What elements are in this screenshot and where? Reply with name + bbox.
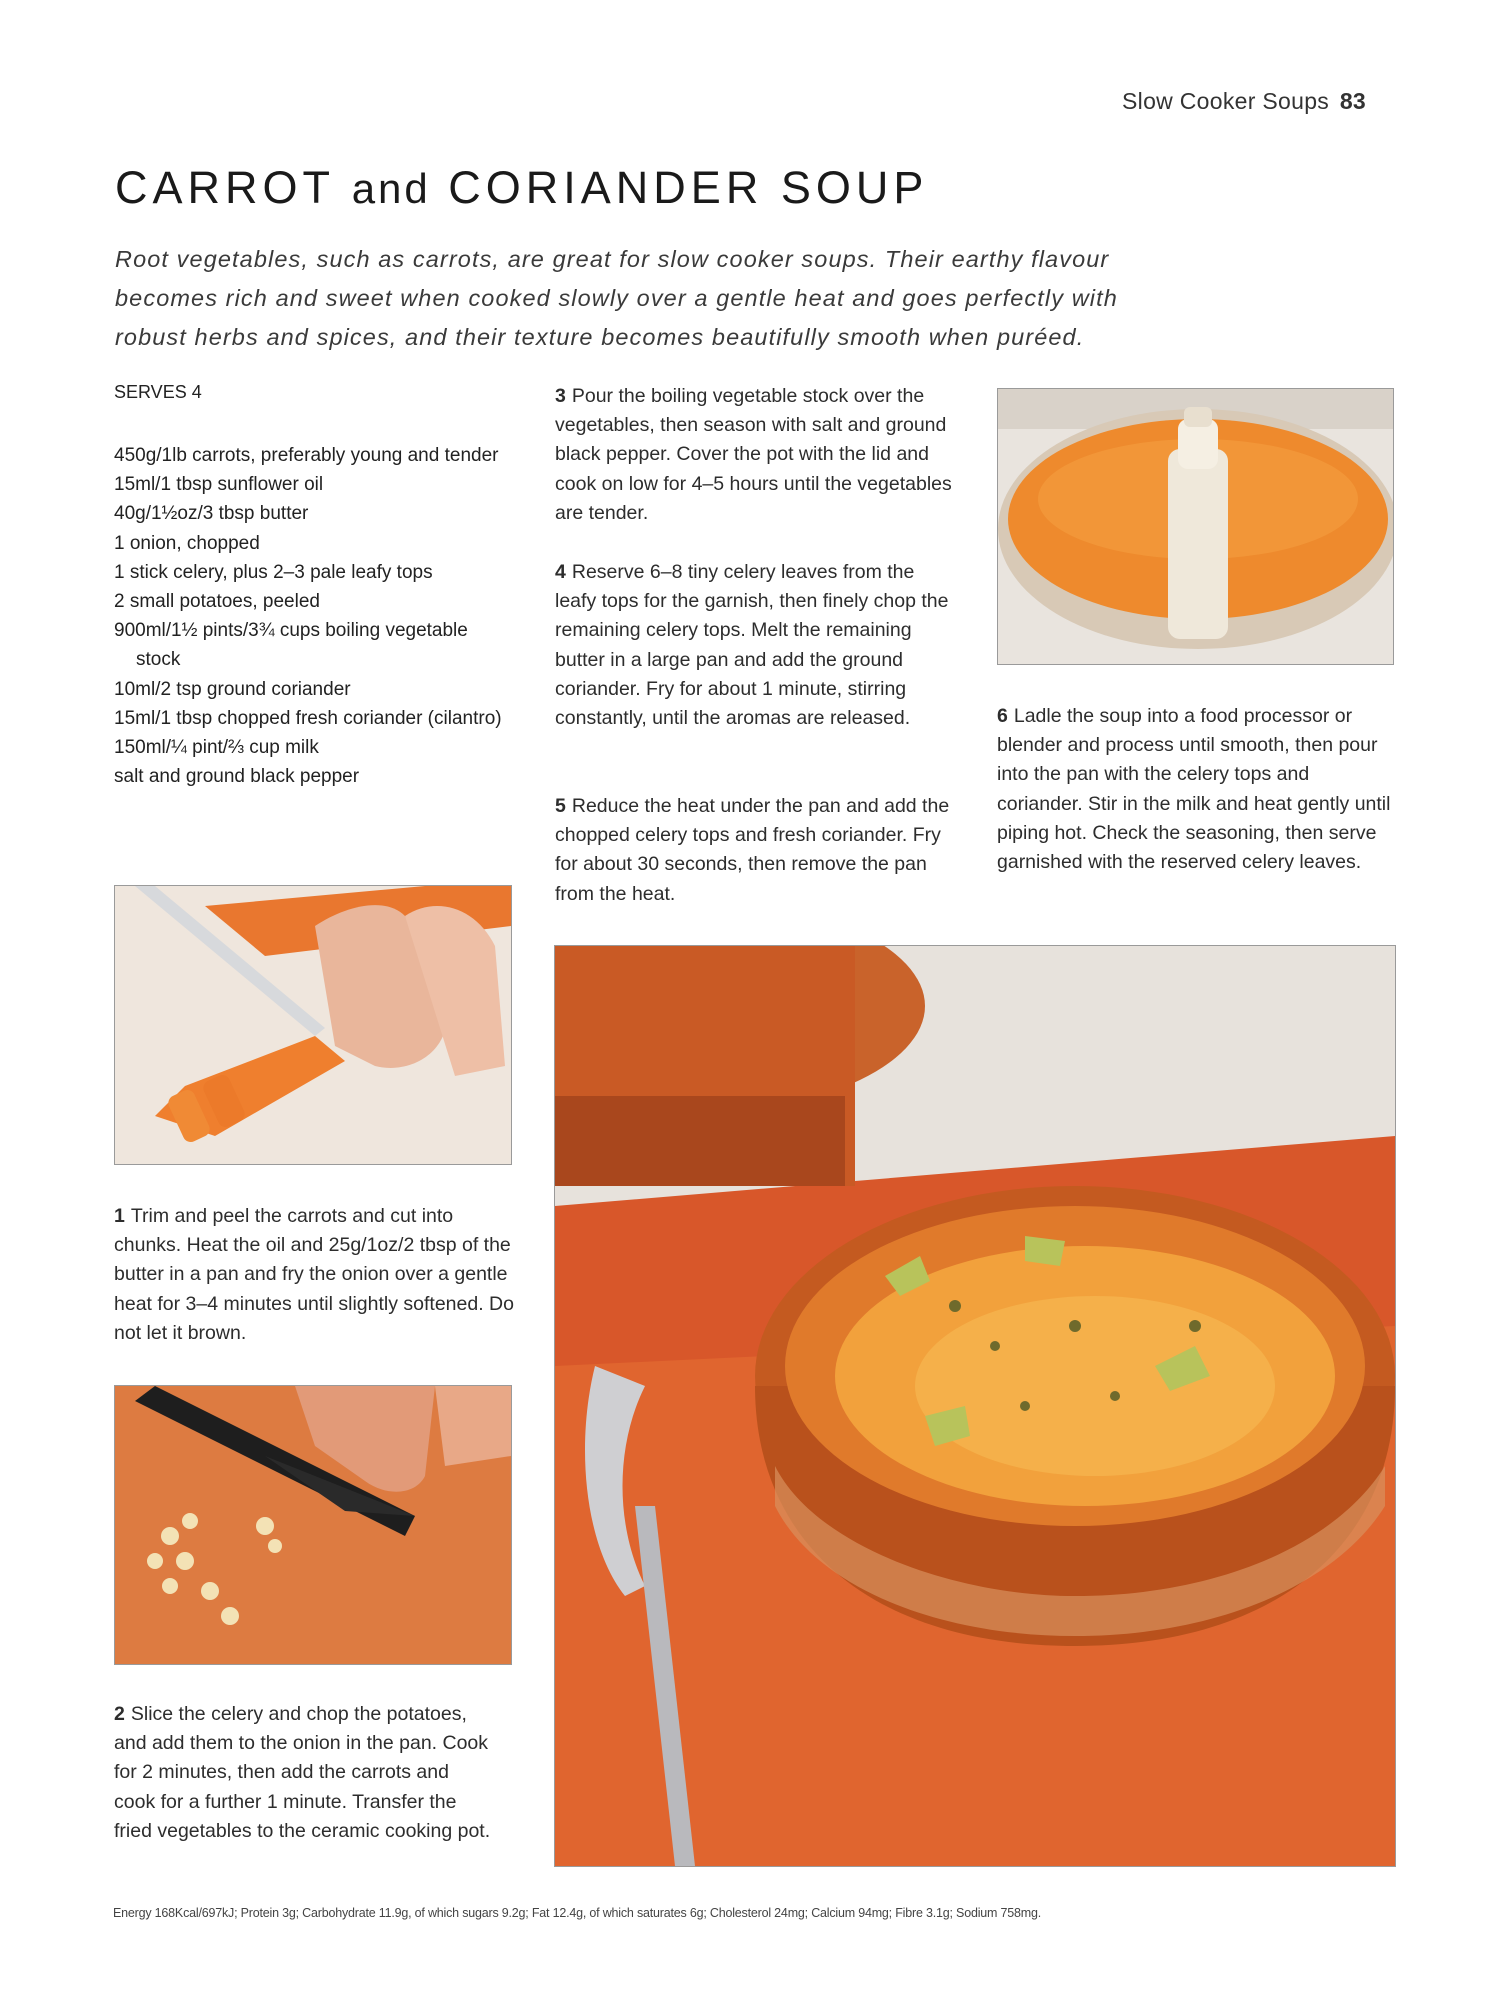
ingredient-item: 450g/1lb carrots, preferably young and tender xyxy=(114,445,499,466)
step-number: 4 xyxy=(555,561,566,583)
ingredient-item: 150ml/¼ pint/⅔ cup milk xyxy=(114,737,319,759)
step-1 xyxy=(114,1202,514,1348)
step-text: Slice the celery and chop the potatoes, and add them to the onion in the pan. Cook for 2 minutes, then add the carrots and cook for a further 1 minute. Transfer the fried vegetables to the ceramic cooking pot. xyxy=(114,1703,491,1842)
step-3 xyxy=(555,382,955,528)
step-6 xyxy=(997,702,1397,877)
ingredient-item: 2 small potatoes, peeled xyxy=(114,591,320,613)
photo-chopping-celery xyxy=(114,1385,512,1665)
step-number: 3 xyxy=(555,385,566,407)
recipe-title xyxy=(115,162,928,214)
title-part-3: CORIANDER SOUP xyxy=(448,162,929,213)
ingredient-item: 15ml/1 tbsp sunflower oil xyxy=(114,474,324,496)
ingredient-item: salt and ground black pepper xyxy=(114,766,360,788)
step-text: Ladle the soup into a food processor or blender and process until smooth, then pour into the pan with the celery tops and coriander. Stir in the milk and heat gently until piping hot. Check the seasoning, then serve garnished with the reserved celery leaves. xyxy=(997,705,1391,874)
step-text: Trim and peel the carrots and cut into chunks. Heat the oil and 25g/1oz/2 tbsp of the butter in a pan and fry the onion over a gentle heat for 3–4 minutes until slightly softened. Do not let it brown. xyxy=(114,1205,514,1344)
step-2 xyxy=(114,1700,494,1846)
photo-food-processor xyxy=(997,388,1394,665)
step-number: 2 xyxy=(114,1703,125,1725)
photo-cutting-carrots xyxy=(114,885,512,1165)
ingredient-item: 900ml/1½ pints/3¾ cups boiling vegetable stock xyxy=(114,620,468,671)
ingredient-item: 40g/1½oz/3 tbsp butter xyxy=(114,503,309,525)
running-header xyxy=(1122,88,1366,115)
step-text: Pour the boiling vegetable stock over the vegetables, then season with salt and ground black pepper. Cover the pot with the lid and cook on low for 4–5 hours until the vegetables are tender. xyxy=(555,385,952,524)
photo-soup-bowl xyxy=(554,945,1396,1867)
step-number: 5 xyxy=(555,795,566,817)
ingredient-item: 15ml/1 tbsp chopped fresh coriander (cilantro) xyxy=(114,707,502,729)
recipe-intro: Root vegetables, such as carrots, are great for slow cooker soups. Their earthy flavour becomes rich and sweet when cooked slowly over a gentle heat and goes perfectly with robust herbs and spices, and their texture becomes beautifully smooth when puréed. xyxy=(115,246,1118,350)
page-number: 83 xyxy=(1339,88,1366,114)
ingredient-item: 1 onion, chopped xyxy=(114,532,260,554)
step-text: Reserve 6–8 tiny celery leaves from the leafy tops for the garnish, then finely chop the remaining celery tops. Melt the remaining butter in a large pan and add the ground coriander. Fry for about 1 minute, stirring constantly, until the aromas are released. xyxy=(555,561,949,730)
ingredient-list xyxy=(114,441,514,791)
title-part-1: CARROT xyxy=(115,162,335,213)
serves-label: SERVES 4 xyxy=(114,382,202,402)
section-name: Slow Cooker Soups xyxy=(1122,88,1330,114)
step-number: 1 xyxy=(114,1205,125,1227)
step-5 xyxy=(555,792,955,909)
ingredient-item: 1 stick celery, plus 2–3 pale leafy tops xyxy=(114,561,433,583)
ingredient-item: 10ml/2 tsp ground coriander xyxy=(114,678,351,700)
step-text: Reduce the heat under the pan and add the chopped celery tops and fresh coriander. Fry for about 30 seconds, then remove the pan from the heat. xyxy=(555,795,950,905)
title-part-2: and xyxy=(351,165,431,212)
step-4 xyxy=(555,558,955,733)
step-number: 6 xyxy=(997,705,1008,727)
nutrition-info: Energy 168Kcal/697kJ; Protein 3g; Carbohydrate 11.9g, of which sugars 9.2g; Fat 12.4g, of which saturates 6g; Cholesterol 24mg; Calcium 94mg; Fibre 3.1g; Sodium 758mg. xyxy=(113,1906,1042,1920)
